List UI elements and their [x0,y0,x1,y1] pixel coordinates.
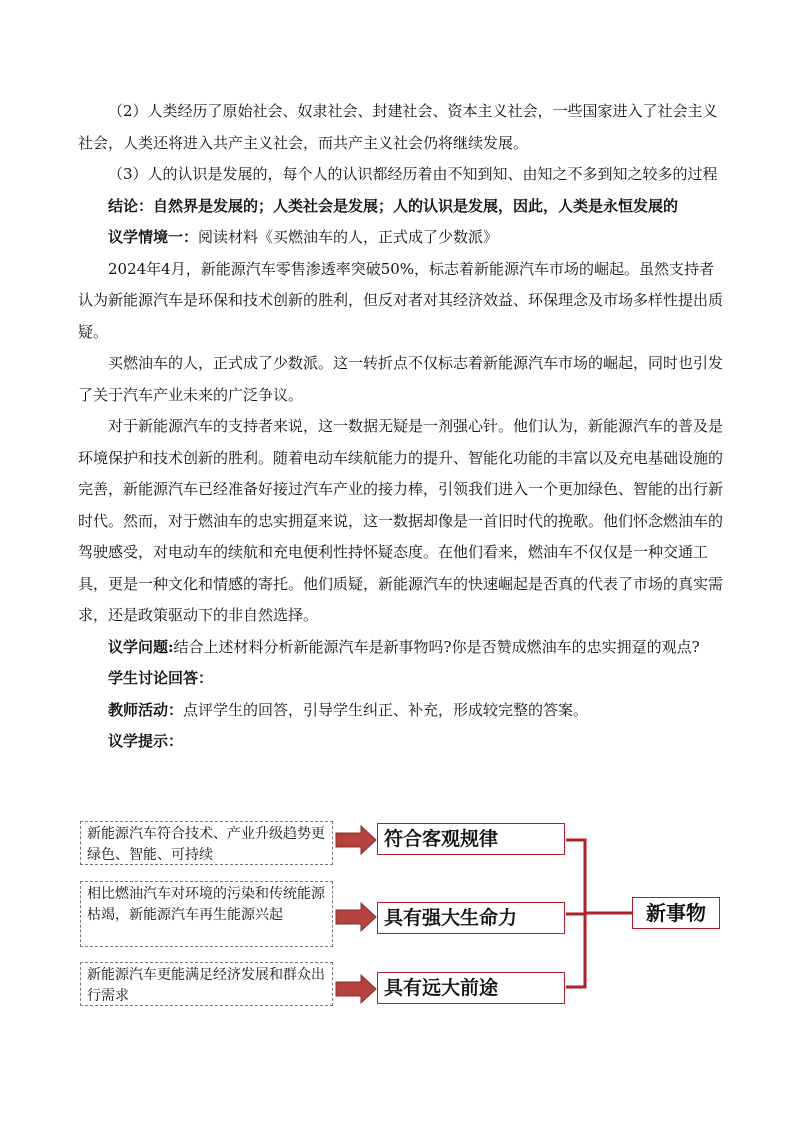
paragraph-minority: 买燃油车的人，正式成了少数派。这一转折点不仅标志着新能源汽车市场的崛起，同时也引发了关于汽车产业未来的广泛争议。 [78,354,724,404]
paragraph-human-society: （2）人类经历了原始社会、奴隶社会、封建社会、资本主义社会，一些国家进入了社会主义社会，人类还将进入共产主义社会，而共产主义社会仍将继续发展。 [78,102,718,152]
paragraph-human-cognition: （3）人的认识是发展的，每个人的认识都经历着由不知到知、由知之不多到知之较多的过程 [108,165,718,183]
question-label: 议学问题: [108,637,174,656]
left-box-trend: 新能源汽车符合技术、产业升级趋势更绿色、智能、可持续 [80,821,333,865]
teacher-label: 教师活动： [108,700,184,719]
arrow-icon [336,903,376,931]
question-text: 结合上述材料分析新能源汽车是新事物吗?你是否赞成燃油车的忠实拥趸的观点? [173,637,700,656]
right-box-vitality: 具有强大生命力 [377,902,565,934]
arrow-icon [336,826,376,854]
arrow-icon [336,975,376,1003]
left-box-demand: 新能源汽车更能满足经济发展和群众出行需求 [80,962,333,1006]
hint-label: 议学提示： [108,732,184,750]
paragraph-penetration-rate: 2024年4月，新能源汽车零售渗透率突破50%，标志着新能源汽车市场的崛起。虽然支持者认为新能源汽车是环保和技术创新的胜利，但反对者对其经济效益、环保理念及市场多样性提出质疑。 [78,259,724,341]
right-box-objective-law: 符合客观规律 [377,823,565,855]
conclusion-line: 结论：自然界是发展的；人类社会是发展；人的认识是发展，因此，人类是永恒发展的 [108,196,679,215]
scenario-text: 阅读材料《买燃油车的人，正式成了少数派》 [198,228,499,246]
paragraph-debate: 对于新能源汽车的支持者来说，这一数据无疑是一剂强心针。他们认为，新能源汽车的普及是环境保护和技术创新的胜利。随着电动车续航能力的提升、智能化功能的丰富以及充电基础设施的完善，新能源汽车已经准备好接过汽车产业的接力棒，引领我们进入一个更加绿色、智能的出行新时代。然而，对于燃油车的忠实拥趸来说，这一数据却像是一首旧时代的挽歌。他们怀念燃油车的驾驶感受，对电动车的续航和充电便利性持怀疑态度。在他们看来，燃油车不仅仅是一种交通工具，更是一种文化和情感的寄托。他们质疑，新能源汽车的快速崛起是否真的代表了市场的真实需求，还是政策驱动下的非自然选择。 [78,417,724,624]
left-box-environment: 相比燃油汽车对环境的污染和传统能源枯竭，新能源汽车再生能源兴起 [80,881,333,947]
discussion-label: 学生讨论回答： [108,669,214,687]
right-box-future: 具有远大前途 [377,972,565,1004]
scenario-label: 议学情境一： [108,228,199,246]
teacher-text: 点评学生的回答，引导学生纠正、补充，形成较完整的答案。 [183,700,589,719]
conclusion-box-new-thing: 新事物 [632,897,720,929]
